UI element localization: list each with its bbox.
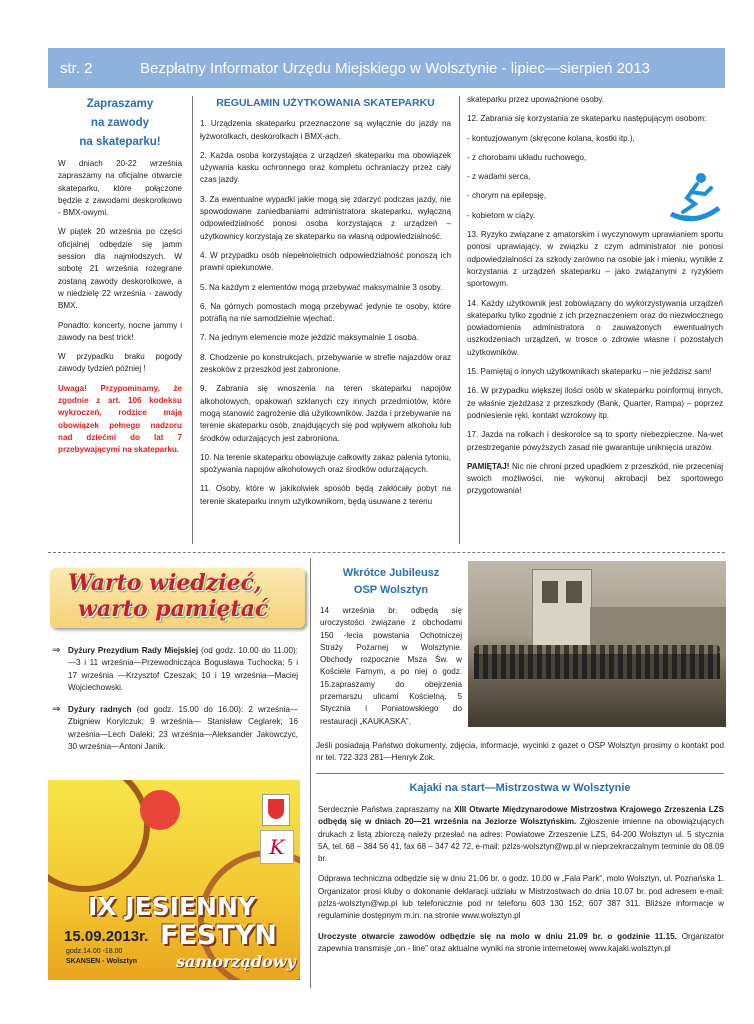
paragraph: W przypadku braku pogody zawody tydzień później ! bbox=[58, 352, 182, 374]
title-line: na zawody bbox=[90, 117, 150, 129]
paragraph: Ponadto: koncerty, nocne jammy i zawody na best trick! bbox=[58, 320, 182, 342]
column-divider bbox=[310, 558, 311, 988]
window-graphic bbox=[566, 581, 582, 603]
remember-label: PAMIĘTAJ! bbox=[467, 461, 510, 471]
poster-date: 15.09.2013r. bbox=[64, 928, 149, 945]
regulation-item: 6. Na górnych pomostach mogą przebywać jedynie te osoby, które potrafią na nie samodzielnie wjechać. bbox=[200, 301, 451, 324]
poster-place: SKANSEN - Wolsztyn bbox=[66, 958, 138, 965]
duty-item bbox=[52, 645, 298, 704]
warning-text: Uwaga! Przypominamy, że zgodnie z art. 106 kodeksu wykroczeń, rodzice mają obowiązek pełnego nadzoru nad dziećmi do lat 7 przebywającymi na skateparku. bbox=[58, 383, 182, 455]
regulation-item: skateparku przez upoważnione osoby. bbox=[467, 95, 605, 104]
regulamin-items bbox=[467, 94, 723, 454]
duty-item bbox=[52, 704, 298, 753]
regulation-item: 17. Jazda na rolkach i deskorolce są to sporty niebezpieczne. Na-wet przestrzeganie powyższych zasad nie gwarantuje uniknięcia urazów. bbox=[467, 430, 723, 452]
duty-label: Dyżury Prezydium Rady Miejskiej bbox=[68, 646, 199, 655]
kajaki-title: Kajaki na start—Mistrzostwa w Wolsztynie bbox=[409, 782, 631, 794]
text-run: XIII Otwarte Międzynarodowe Mistrzostwa Krajowego Zrzeszenia LZS odbędą się w dniach 20—21 września na Jeziorze Wolsztyńskim. bbox=[318, 805, 724, 827]
warto-wiedziec-banner bbox=[50, 568, 305, 628]
paragraph bbox=[318, 931, 724, 956]
arrow-right-icon: ⇒ bbox=[52, 704, 61, 716]
page-number: str. 2 bbox=[60, 59, 93, 77]
duty-text bbox=[68, 645, 298, 694]
kajaki-body bbox=[318, 804, 724, 963]
text-run: Organizator zapewnia transmisje „on - line” oraz aktualne wyniki na stronie internetowej www.kajaki.wolsztyn.pl bbox=[318, 931, 724, 953]
duties-list bbox=[52, 645, 298, 753]
duty-label: Dyżury radnych bbox=[68, 705, 132, 715]
firemen-group-graphic bbox=[474, 653, 720, 679]
paragraph: W piątek 20 września po części oficjalnej odbędzie się jamm session dla najmłodszych. W sobotę 21 września rozegrane zostaną zawody deskorolkowe, a w niedzielę 22 września - zawody BMX. bbox=[58, 227, 182, 311]
left-column bbox=[58, 95, 182, 464]
regulamin-column bbox=[200, 97, 451, 515]
page-header bbox=[48, 48, 725, 88]
remember-text: Nic nie chroni przed upadkiem z przeszkód, nie przeceniaj swoich możliwości, nie wykonuj akrobacji bez sportowego przygotowania! bbox=[467, 461, 723, 496]
wheel-graphic bbox=[48, 780, 150, 892]
header-title: Bezpłatny Informator Urzędu Miejskiego w Wolsztynie - lipiec—sierpień 2013 bbox=[140, 59, 650, 77]
paragraph bbox=[318, 804, 724, 865]
coat-of-arms-icon bbox=[262, 794, 290, 826]
poster-line1: IX JESIENNY bbox=[88, 892, 256, 921]
duty-details: (od godz. 10.00 do 11.00): —3 i 11 września—Przewodnicząca Bogusława Tuchocka; 5 i 17 września —Krzysztof Czeszak; 10 i 19 września—Maciej Wojciechowski. bbox=[68, 646, 298, 692]
skatepark-invite-title bbox=[58, 95, 182, 152]
regulation-item: - kontuzjowanym (skręcone kolana, kostki itp.), bbox=[467, 133, 635, 143]
banner-line1: Warto wiedzieć, bbox=[68, 570, 262, 596]
regulation-item: 13. Ryzyko związane z amatorskim i wyczynowym uprawianiem sportu ponosi uprawiający, w związku z czym administrator nie ponosi odpowiedzialności za szkody zarówno na osobie jak i mieniu, wynikłe z korzystania z urządzeń skateparku – jako związanymi z ryzykiem sportowym. bbox=[467, 230, 723, 289]
column-divider bbox=[459, 96, 460, 544]
text-run: Serdecznie Państwa zapraszamy na bbox=[318, 805, 455, 814]
regulation-item: - kobietom w ciąży. bbox=[467, 210, 536, 220]
regulation-item: 2. Każda osoba korzystająca z urządzeń skateparku ma obowiązek używania kasku ochronnego oraz kompletu ochraniaczy przez cały czas jazdy. bbox=[200, 150, 451, 185]
banner-line2: warto pamiętać bbox=[78, 596, 269, 622]
remember-note bbox=[467, 461, 723, 498]
duty-details: (od godz. 15.00 do 16.00): 2 września—Zbigniew Korylczuk; 9 września— Stanisław Ceglarek; 16 września—Lech Daleki; 23 września—Aleksander Jakowczyc, 30 września—Antoni Janik. bbox=[68, 705, 298, 752]
building-graphic bbox=[532, 569, 592, 651]
poster-line2: FESTYN bbox=[160, 920, 277, 951]
regulation-item: - z wadami serca, bbox=[467, 172, 531, 182]
regulation-item: 16. W przypadku większej ilości osób w skateparku poinformuj innych, że właśnie zjeżdżasz z przeszkody (Bank, Quarter, Rampa) – poprzez podniesienie ręki, kontakt wzrokowy itp. bbox=[467, 386, 723, 420]
regulation-item: 15. Pamiętaj o innych użytkownikach skateparku – nie jeździsz sam! bbox=[467, 367, 712, 377]
firemen-photo bbox=[468, 561, 726, 727]
column-divider bbox=[192, 96, 193, 544]
title-line: na skateparku! bbox=[79, 136, 161, 148]
section-divider bbox=[48, 552, 725, 553]
flower-graphic bbox=[140, 790, 180, 830]
regulation-item: 12. Zabrania się korzystania ze skateparku następującym osobom: bbox=[467, 114, 707, 124]
regulamin-items bbox=[200, 118, 451, 508]
paragraph: W dniach 20-22 września zapraszamy na oficjalne otwarcie skateparku, które połączone będzie z zawodami deskorolkowo - BMX-owymi. bbox=[58, 159, 182, 218]
title-line: Zapraszamy bbox=[86, 98, 154, 110]
title-line: OSP Wolsztyn bbox=[353, 584, 429, 596]
regulation-item: 1. Urządzenia skateparku przeznaczone są wyłącznie do jazdy na łyżworolkach, deskorolkach i BMX-ach. bbox=[200, 119, 451, 141]
skater-icon bbox=[665, 168, 725, 224]
title-line: Wkrótce Jubileusz bbox=[342, 567, 440, 579]
osp-footer: Jeśli posiadają Państwo dokumenty, zdjęcia, informacje, wycinki z gazet o OSP Wolsztyn prosimy o kontakt pod nr tel. 722 323 281—Henryk Żok. bbox=[316, 741, 724, 763]
regulation-item: 10. Na terenie skateparku obowiązuje całkowity zakaz palenia tytoniu, spożywania napojów alkoholowych oraz środków odurzających. bbox=[200, 452, 451, 475]
regulation-item: - z chorobami układu ruchowego, bbox=[467, 152, 587, 162]
osp-title bbox=[316, 565, 466, 599]
poster-line3: samorządowy bbox=[176, 952, 296, 971]
regulamin-continued bbox=[467, 94, 723, 505]
section-divider bbox=[316, 773, 724, 774]
regulation-item: 4. W przypadku osób niepełnoletnich odpowiedzialność ponoszą ich prawni opiekunowie. bbox=[200, 250, 451, 273]
helmets-graphic bbox=[474, 645, 720, 654]
regulation-item: 8. Chodzenie po konstrukcjach, przebywanie w strefie najazdów oraz zeskoków z przeszkód jest zabronione. bbox=[200, 352, 451, 375]
regulation-item: 3. Za ewentualne wypadki jakie mogą się zdarzyć podczas jazdy, nie spowodowane zaniedbaniami administratora skateparku, wyłączną odpowiedzialność ponosi osoba korzystająca z urządzeń – użytkownicy korzystają ze skateparku na własną odpowiedzialność. bbox=[200, 194, 451, 241]
regulamin-title: REGULAMIN UŻYTKOWANIA SKATEPARKU bbox=[216, 97, 435, 109]
poster-time: godz.14.00 -18.00 bbox=[66, 948, 123, 955]
paragraph: Odprawa techniczna odbędzie się w dniu 21.06 br. o godz. 10.00 w „Fala Park”, molo Wolsztyn, ul. Poznańska 1. Organizator prosi kluby o dokonanie deklaracji udziału w Mistrzostwach do dnia 10.07 br. pod adresem e-mail: pzlzs-wolsztyn@wp.pl lub telefonicznie pod nr telefonu 603 130 152; 607 387 311. Bliższe informacje w regulaminie dostępnym m.in. na stronie www.wolsztyn.pl bbox=[318, 874, 724, 921]
logo-k-icon: K bbox=[260, 830, 294, 864]
festyn-poster bbox=[48, 780, 300, 980]
duty-text bbox=[68, 704, 298, 753]
regulation-item: 7. Na jednym elemencie może jeździć maksymalnie 1 osoba. bbox=[200, 333, 419, 343]
window-graphic bbox=[542, 581, 558, 603]
regulation-item: 14. Każdy użytkownik jest zobowiązany do wykorzystywania urządzeń skateparku tylko zgodnie z ich przeznaczeniem oraz do niezwłocznego powiadomienia administratora o zauważonych ewentualnych uszkodzeniach urządzeń, w trosce o zdrowie własne i pozostałych użytkowników. bbox=[467, 298, 723, 357]
regulation-item: 9. Zabrania się wnoszenia na teren skateparku napojów alkoholowych, opakowań szklanych czy innych przedmiotów, które mogą stanowić zagrożenie dla użytkowników. Jazda i przebywanie na terenie skateparku osób, znajdujących się pod wpływem alkoholu lub środków odurzających jest zabroniona. bbox=[200, 384, 451, 443]
regulation-item: 5. Na każdym z elementów mogą przebywać maksymalnie 3 osoby. bbox=[200, 282, 443, 292]
text-run: Uroczyste otwarcie zawodów odbędzie się na molo w dniu 21.09 br. o godzinie 11.15. bbox=[318, 931, 677, 941]
text-run: Zgłoszenie imienne na obowiązujących drukach z listą zbiorczą należy przesłać na adres: Powiatowe Zrzeszenie LZS, 64-200 Wolsztyn ul. 5 stycznia 5A, tel. 68 – 384 56 41, fax 68 – 347 42 72, e-mail: pzlzs-wolsztyn@wp.pl w nieprzekraczalnym terminie do 08.09 br. bbox=[318, 817, 724, 864]
regulation-item: 11. Osoby, które w jakikolwiek sposób będą zakłócały pobyt na terenie skateparku innym użytkownikom, będą usuwane z terenu bbox=[200, 484, 451, 506]
arrow-right-icon: ⇒ bbox=[52, 645, 61, 656]
regulation-item: - chorym na epilepsję, bbox=[467, 191, 547, 201]
osp-text: 14 września br. odbędą się uroczystości związane z obchodami 150 -lecia powstania Ochotniczej Straży Pożarnej w Wolsztynie. Obchody rozpocznie Msza Św. w Kościele Farnym, a po niej o godz. 15.zapraszamy do obejrzenia przemarszu ulicami Kościelną, 5 Stycznia i Poniatowskiego do restauracji „KAUKASKA”. bbox=[320, 606, 462, 726]
